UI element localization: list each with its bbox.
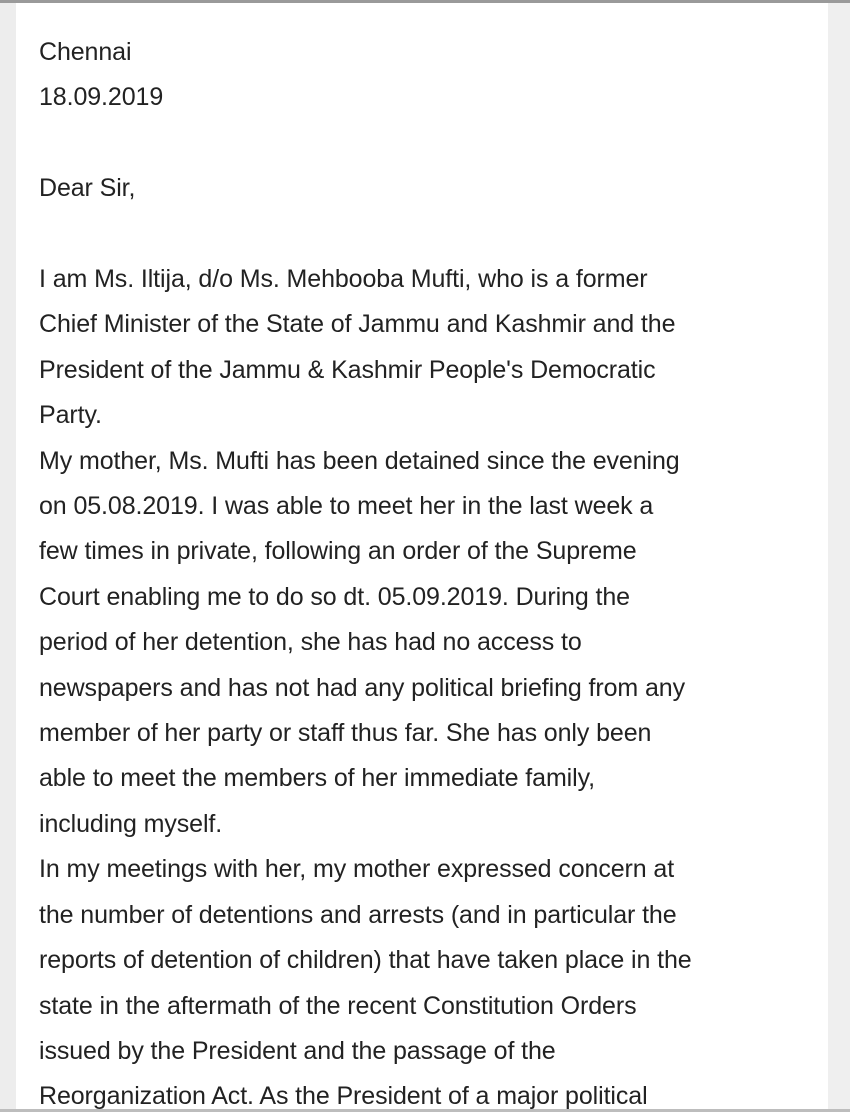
text-line: member of her party or staff thus far. She has only been [39,719,652,748]
letter-page [16,3,828,1109]
text-line: In my meetings with her, my mother expressed concern at [39,855,675,884]
letter-date: 18.09.2019 [39,83,164,112]
paragraph-detention [39,439,814,848]
text-line: reports of detention of children) that have taken place in the [39,946,692,975]
right-margin [828,3,850,1112]
text-line: Court enabling me to do so dt. 05.09.2019. During the [39,582,630,611]
text-line: My mother, Ms. Mufti has been detained since the evening [39,446,680,475]
text-line: I am Ms. Iltija, d/o Ms. Mehbooba Mufti, who is a former [39,265,648,293]
text-line: including myself. [39,809,223,838]
text-line: few times in private, following an order of the Supreme [39,537,637,566]
text-line: able to meet the members of her immediate family, [39,764,595,793]
paragraph-introduction [39,257,814,439]
text-line: on 05.08.2019. I was able to meet her in the last week a [39,492,654,521]
text-line: Chief Minister of the State of Jammu and Kashmir and the [39,310,676,339]
blank-line [39,121,814,166]
text-line: period of her detention, she has had no access to [39,628,582,657]
letter-place: Chennai [39,38,132,66]
text-line: Party. [39,401,102,430]
letter-body [39,30,814,1109]
text-line: state in the aftermath of the recent Constitution Orders [39,991,637,1020]
letter-salutation: Dear Sir, [39,174,136,203]
blank-line [39,212,814,257]
text-line: President of the Jammu & Kashmir People's Democratic [39,355,656,384]
left-margin [0,3,16,1112]
paragraph-concerns [39,847,814,1109]
text-line: newspapers and has not had any political briefing from any [39,673,685,702]
text-line: Reorganization Act. As the President of a major political [39,1082,648,1109]
text-line: the number of detentions and arrests (and in particular the [39,900,677,929]
text-line: issued by the President and the passage of the [39,1036,556,1065]
